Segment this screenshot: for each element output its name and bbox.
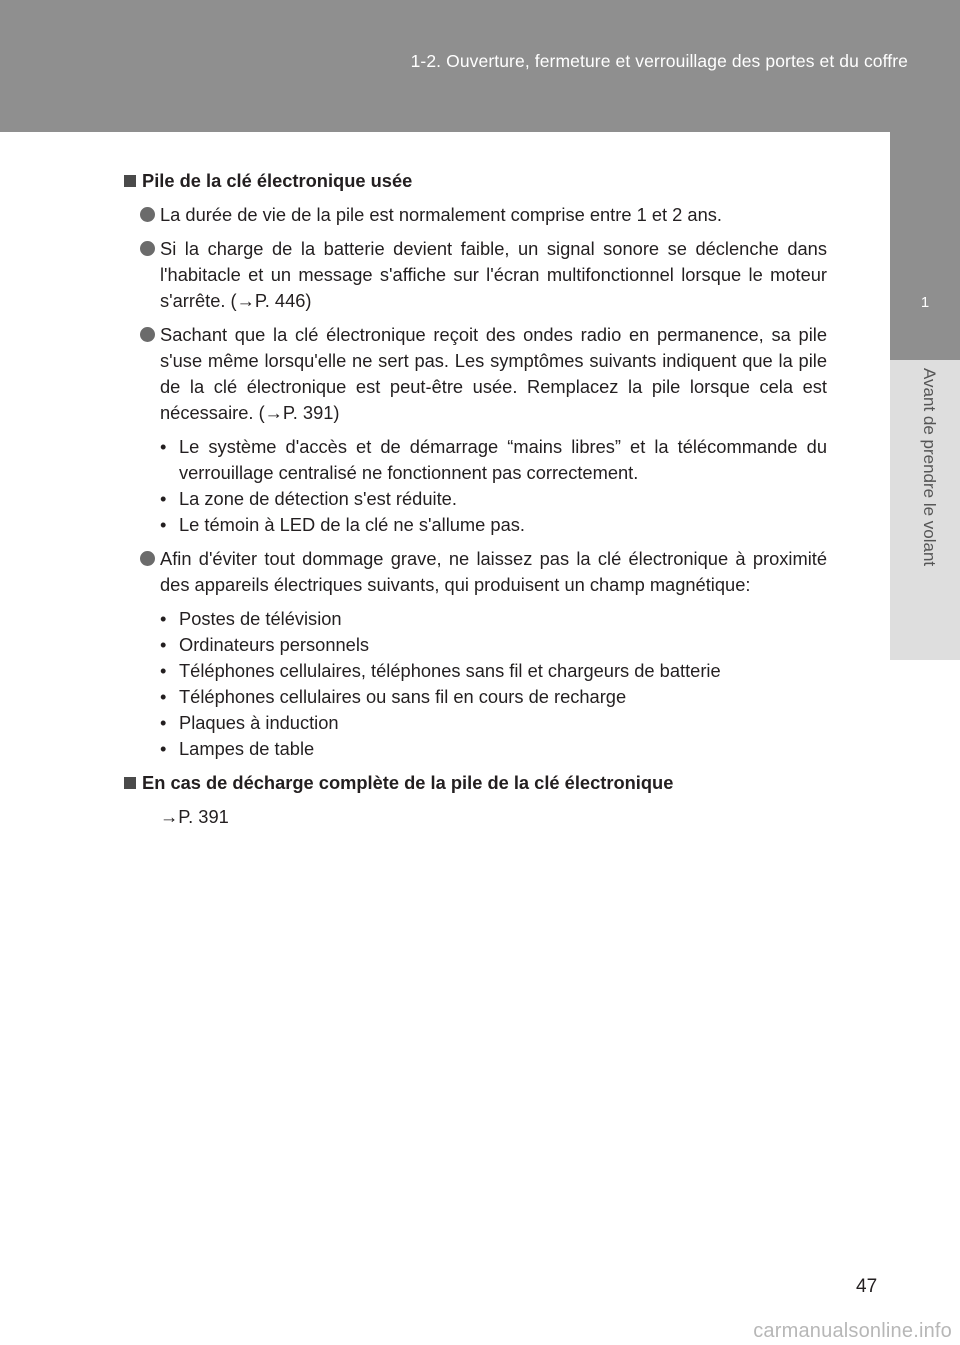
bullet-item: Sachant que la clé électronique reçoit des ondes radio en permanence, sa pile s'use même lorsqu'elle ne sert pas. Les symptômes suivants indiquent que la pile de la clé électronique est peut-être usée. Remplacez la pile lorsque cela est nécessaire. (→P. 391) xyxy=(124,322,827,426)
list-item: • Le système d'accès et de démarrage “mains libres” et la télécommande du verrouillage centralisé ne fonctionnent pas correctement. xyxy=(160,436,827,483)
symptom-list xyxy=(124,434,827,538)
bullet-item: Afin d'éviter tout dommage grave, ne laissez pas la clé électronique à proximité des appareils électriques suivants, qui produisent un champ magnétique: xyxy=(124,546,827,598)
chapter-tab xyxy=(890,132,960,360)
bullet-item: La durée de vie de la pile est normalement comprise entre 1 et 2 ans. xyxy=(124,202,827,228)
page-number: 47 xyxy=(856,1276,878,1297)
chapter-number: 1 xyxy=(920,294,930,311)
list-item: • Téléphones cellulaires, téléphones sans fil et chargeurs de batterie xyxy=(160,660,721,681)
circle-bullet-icon xyxy=(140,207,155,222)
list-item: • Plaques à induction xyxy=(160,712,339,733)
section-heading: Pile de la clé électronique usée xyxy=(142,168,827,194)
circle-bullet-icon xyxy=(140,551,155,566)
chapter-label: Avant de prendre le volant xyxy=(920,368,939,567)
list-item: • Lampes de table xyxy=(160,738,315,759)
page-header xyxy=(0,0,960,132)
section-heading: En cas de décharge complète de la pile de la clé électronique xyxy=(142,770,827,796)
list-item: • La zone de détection s'est réduite. xyxy=(160,488,457,509)
watermark: carmanualsonline.info xyxy=(753,1320,952,1342)
device-list xyxy=(124,606,827,762)
list-item: • Ordinateurs personnels xyxy=(160,634,370,655)
bullet-item: Si la charge de la batterie devient faible, un signal sonore se déclenche dans l'habitacle et un message s'affiche sur l'écran multifonctionnel lorsque le moteur s'arrête. (→P. 446) xyxy=(124,236,827,314)
list-item: • Postes de télévision xyxy=(160,608,342,629)
circle-bullet-icon xyxy=(140,327,155,342)
square-bullet-icon xyxy=(124,777,136,789)
square-bullet-icon xyxy=(124,175,136,187)
header-title: 1-2. Ouverture, fermeture et verrouillage des portes et du coffre xyxy=(410,51,908,71)
page-content xyxy=(124,168,827,830)
page-reference: →P. 391 xyxy=(160,806,229,827)
list-item: • Téléphones cellulaires ou sans fil en cours de recharge xyxy=(160,686,627,707)
list-item: • Le témoin à LED de la clé ne s'allume pas. xyxy=(160,514,525,535)
circle-bullet-icon xyxy=(140,241,155,256)
